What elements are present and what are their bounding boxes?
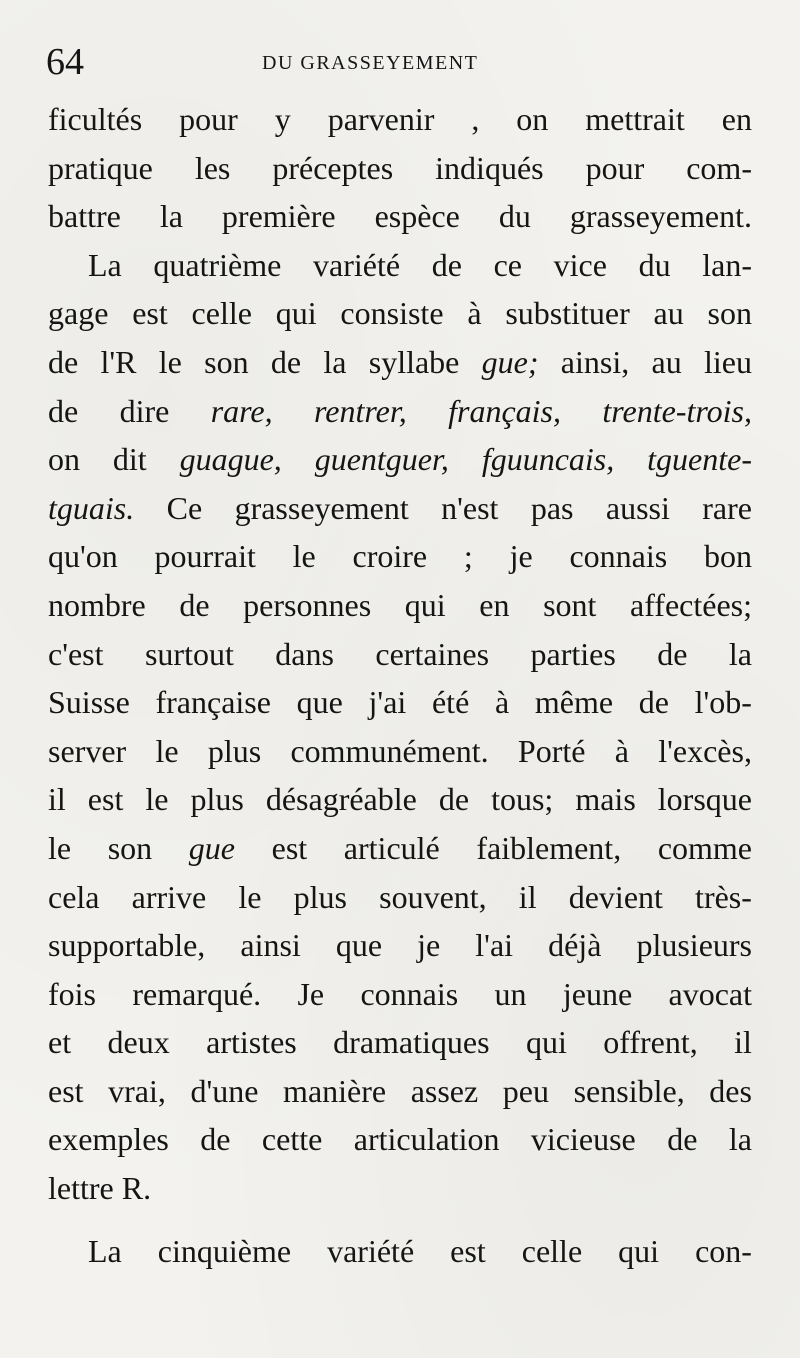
text-line [48,144,752,193]
italic-word: gue [188,829,235,866]
text-line [48,532,752,581]
word: croire [352,538,428,575]
word: du [638,246,671,283]
word: assez [410,1072,479,1109]
word: même [534,684,614,721]
word: lan- [702,246,752,283]
word: cela [48,878,100,915]
word: la [323,343,347,380]
word: de [179,586,210,623]
word: gage [48,295,109,332]
word: en [479,586,510,623]
italic-word: tguais. [48,489,135,526]
text-line [48,1067,752,1116]
word: sont [543,586,597,623]
word: devient [568,878,663,915]
word: le [292,538,316,575]
word: pourrait [154,538,256,575]
word: personnes [243,586,372,623]
word: déjà [548,927,602,964]
word: pour [585,149,645,186]
word: de [270,343,302,380]
text-line [48,484,752,533]
word: préceptes [272,149,394,186]
word: de [200,1121,231,1158]
word: certaines [375,635,490,672]
word: aussi [605,489,670,526]
word: plus [190,781,244,818]
text-line [48,289,752,338]
word: mais [575,781,636,818]
word: son [204,343,249,380]
word: que [296,684,343,721]
word: en [721,101,752,137]
word: variété [313,246,401,283]
word: con- [695,1232,752,1269]
word: affectées; [630,586,752,623]
word: le [158,343,182,380]
word: y [274,101,291,137]
word: première [221,198,336,235]
word: son [707,295,752,332]
text-line [48,630,752,679]
word: parvenir [327,101,435,137]
word: remarqué. [132,975,262,1012]
word: que [335,927,383,964]
word: des [709,1072,752,1109]
text-line [48,775,752,824]
word: souvent, [379,878,487,915]
word: La [88,246,122,283]
word: d'une [190,1072,259,1109]
word: dramatiques [333,1024,490,1061]
word: offrent, [603,1024,698,1061]
word: la [728,635,752,672]
word: pour [179,101,238,137]
word: ficultés [48,101,143,137]
text-line [48,921,752,970]
body-text [48,95,752,1275]
word: est [48,1072,84,1109]
word: à [467,295,482,332]
word: française [155,684,271,721]
word: quatrième [153,246,282,283]
word: Suisse [48,684,130,721]
word: l'excès, [658,732,752,769]
word: tous; [491,781,554,818]
word: de [48,343,79,380]
word: qui [618,1232,660,1269]
word: articulation [353,1121,500,1158]
word: consiste [340,295,444,332]
word: il [518,878,537,915]
word: lorsque [657,781,752,818]
text-line [48,338,752,387]
word: manière [283,1072,387,1109]
word: variété [327,1232,415,1269]
word: cinquième [157,1232,292,1269]
running-title: DU GRASSEYEMENT [262,52,479,74]
word: parties [530,635,616,672]
word: le [155,732,179,769]
text-line [48,1164,752,1213]
word: il [734,1024,752,1061]
word: rare [702,489,752,526]
word: ainsi, [560,343,630,380]
word: indiqués [435,149,544,186]
word: celle [191,295,252,332]
text-line [48,824,752,873]
word: plus [207,732,262,769]
text-line [48,873,752,922]
word: plus [293,878,347,915]
word: deux [107,1024,170,1061]
word: syllabe [368,343,460,380]
word: ; [463,538,473,575]
word: dire [119,392,170,429]
word: j'ai [368,684,407,721]
page-number: 64 [46,41,84,83]
word: articulé [343,829,440,866]
word: com- [686,149,752,186]
word: Je [297,975,325,1012]
word: comme [657,829,752,866]
word: vicieuse [530,1121,636,1158]
text-line [48,192,752,241]
italic-word: fguuncais, [481,441,615,478]
word: est [450,1232,486,1269]
word: grasseyement. [569,198,752,235]
word: ce [493,246,522,283]
word: de [438,781,470,818]
word: au [653,295,684,332]
word: pas [530,489,574,526]
word: battre [48,198,121,235]
text-line [48,387,752,436]
word: mettrait [585,101,685,137]
word: n'est [441,489,499,526]
word: , [471,101,480,137]
word: dans [275,635,334,672]
word: qu'on [48,538,118,575]
word: le [238,878,262,915]
word: désagréable [265,781,417,818]
word: on [516,101,549,137]
word: peu [502,1072,549,1109]
word: c'est [48,635,104,672]
word: qui [525,1024,567,1061]
text-line [48,678,752,727]
word: vrai, [108,1072,166,1109]
word: de [657,635,688,672]
word: à [494,684,510,721]
word: et [48,1024,72,1061]
italic-word: tguente- [647,441,752,478]
word: qui [404,586,446,623]
word: je [509,538,533,575]
italic-word: français, [448,392,561,429]
word: on [48,441,80,478]
word: l'ob- [694,684,752,721]
word: la [159,198,183,235]
word: artistes [206,1024,297,1061]
word: je [417,927,441,964]
word: celle [521,1232,583,1269]
word: est [132,295,168,332]
italic-word: guague, [179,441,282,478]
text-line [48,1018,752,1067]
word: connais [360,975,459,1012]
word: les [194,149,231,186]
word: arrive [131,878,207,915]
word: de [638,684,669,721]
word: lieu [704,343,752,380]
word: communément. [290,732,489,769]
word: la [728,1121,752,1158]
italic-word: rentrer, [314,392,407,429]
text-line [48,95,752,144]
word: du [498,198,531,235]
text-line [48,970,752,1019]
word: le [48,829,72,866]
word: un [494,975,527,1012]
word: ainsi [240,927,301,964]
word: dit [112,441,147,478]
word: fois [48,975,96,1012]
word: surtout [144,635,234,672]
word: l'ai [475,927,514,964]
word: est [271,829,308,866]
word: de [431,246,462,283]
word: substituer [505,295,630,332]
word: de [667,1121,698,1158]
word: faiblement, [476,829,622,866]
word: été [431,684,470,721]
word: de [48,392,79,429]
text-line [48,727,752,776]
word: l'R [100,343,137,380]
word: bon [703,538,752,575]
word: qui [275,295,317,332]
word: nombre [48,586,146,623]
word: pratique [48,149,153,186]
italic-word: trente-trois, [602,392,752,429]
word: connais [569,538,668,575]
text-line [48,581,752,630]
italic-word: rare, [210,392,273,429]
word: exemples [48,1121,169,1158]
word: cette [261,1121,323,1158]
word: La [88,1232,122,1269]
word: très- [695,878,752,915]
word: est [87,781,124,818]
word: sensible, [573,1072,685,1109]
text-line [48,1115,752,1164]
word: server [48,732,127,769]
word: son [107,829,153,866]
text-line [48,1227,752,1276]
word: le [145,781,169,818]
text-line [48,241,752,290]
word: plusieurs [636,927,752,964]
italic-word: guentguer, [314,441,449,478]
word: avocat [668,975,752,1012]
word: Porté [517,732,586,769]
word: au [651,343,682,380]
word: il [48,781,66,818]
word: jeune [562,975,633,1012]
word: vice [553,246,607,283]
word: supportable, [48,927,206,964]
word: à [614,732,629,769]
word: Ce [166,489,203,526]
word: lettre R. [48,1170,152,1207]
italic-word: gue; [481,343,539,380]
word: espèce [374,198,460,235]
word: grasseyement [234,489,409,526]
text-line [48,435,752,484]
